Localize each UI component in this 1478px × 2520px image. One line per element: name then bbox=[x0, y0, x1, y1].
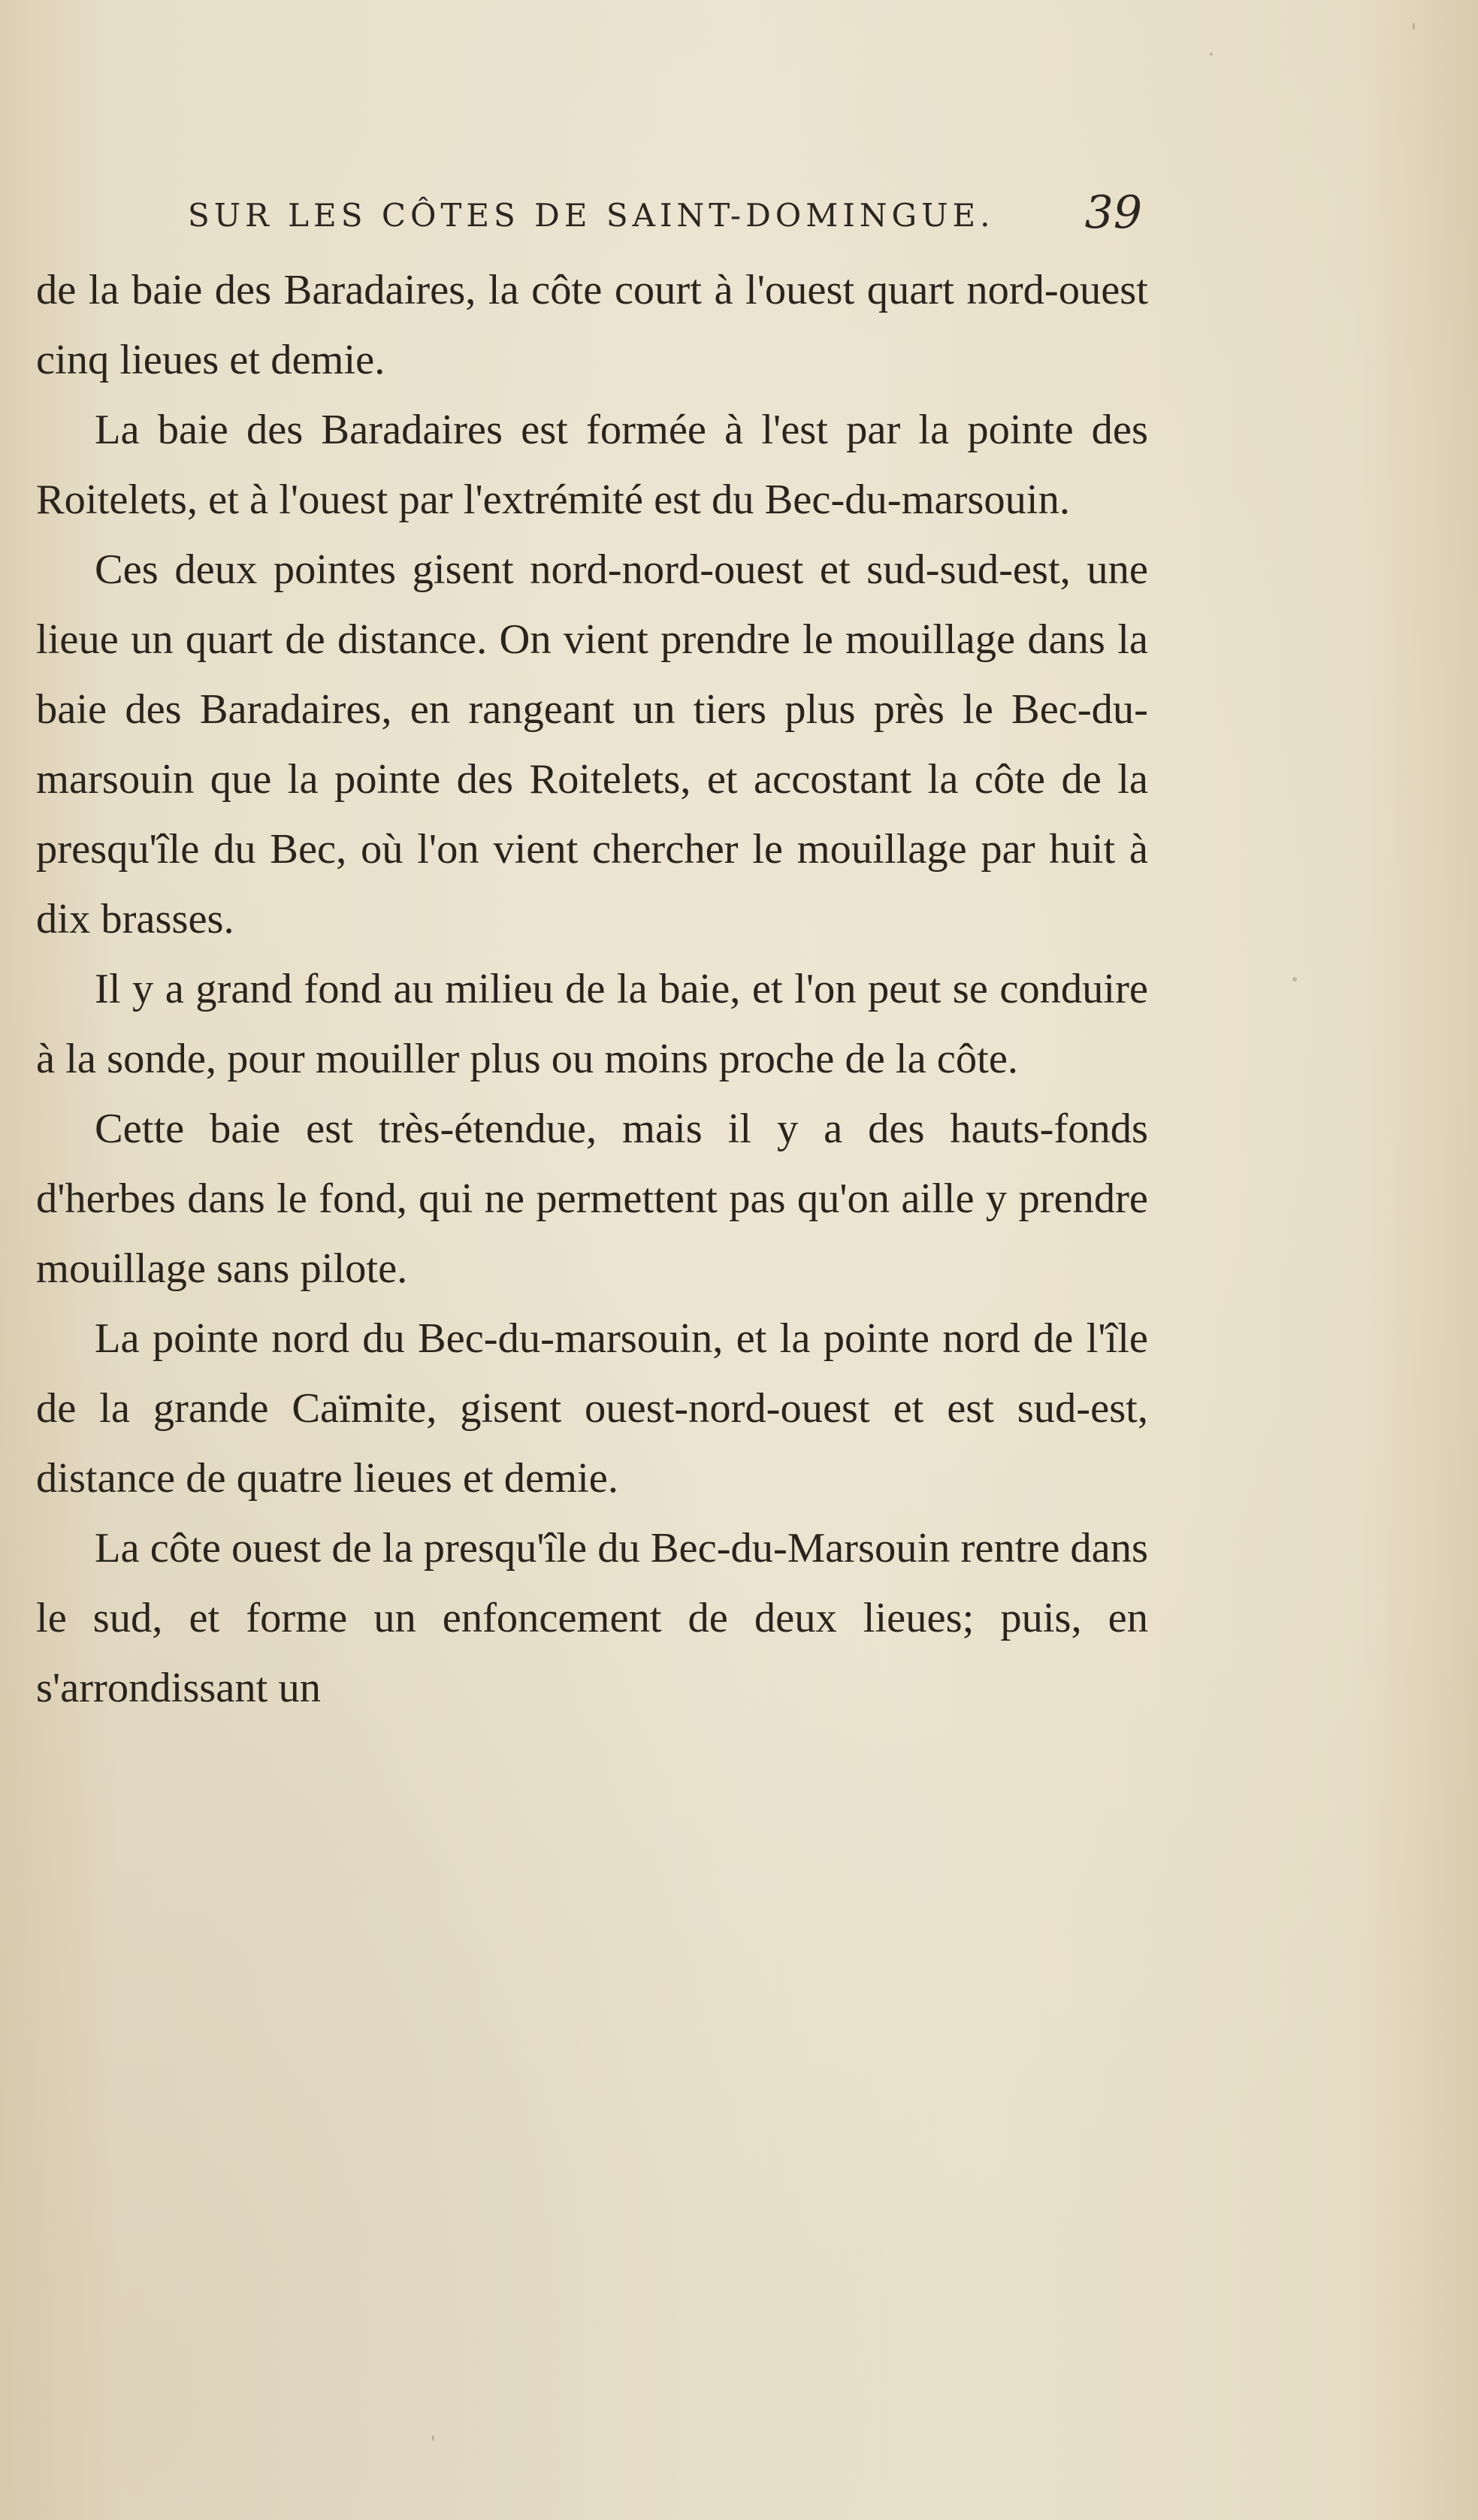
paragraph-continued: de la baie des Baradaires, la côte court à l'ouest quart nord-ouest cinq lieues et demie. bbox=[36, 267, 1148, 383]
paragraph: La pointe nord du Bec-du-marsouin, et la pointe nord de l'île de la grande Caïmite, gisent ouest-nord-ouest et est sud-est, distance de quatre lieues et demie. bbox=[36, 1315, 1148, 1502]
paper-speck bbox=[1292, 977, 1297, 982]
paper-speck bbox=[1413, 23, 1415, 30]
paragraph: Cette baie est très-étendue, mais il y a des hauts-fonds d'herbes dans le fond, qui ne permettent pas qu'on aille y prendre mouillage sans pilote. bbox=[36, 1106, 1148, 1292]
paper-speck bbox=[1210, 53, 1213, 56]
paragraph: La côte ouest de la presqu'île du Bec-du-Marsouin rentre dans le sud, et forme un enfoncement de deux lieues; puis, en s'arrondissant un bbox=[36, 1525, 1148, 1711]
page-number: 39 bbox=[1084, 186, 1142, 239]
paragraph: Ces deux pointes gisent nord-nord-ouest et sud-sud-est, une lieue un quart de distance. On vient prendre le mouillage dans la baie des Baradaires, en rangeant un tiers plus près le Bec-du-marsouin que la pointe des Roitelets, et accostant la côte de la presqu'île du Bec, où l'on vient chercher le mouillage par huit à dix brasses. bbox=[36, 546, 1148, 942]
running-head bbox=[188, 186, 1142, 247]
paragraph: La baie des Baradaires est formée à l'est par la pointe des Roitelets, et à l'ouest par l'extrémité est du Bec-du-marsouin. bbox=[36, 407, 1148, 523]
running-title: SUR LES CÔTES DE SAINT-DOMINGUE. bbox=[188, 197, 995, 234]
paper-speck bbox=[432, 2435, 434, 2441]
paragraph: Il y a grand fond au milieu de la baie, et l'on peut se conduire à la sonde, pour mouiller plus ou moins proche de la côte. bbox=[36, 966, 1148, 1082]
body-text bbox=[36, 256, 1148, 1723]
